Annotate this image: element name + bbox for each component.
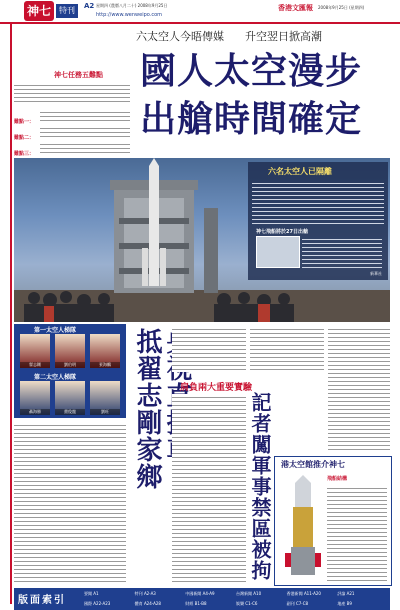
left-intro-text [14,82,130,104]
portrait-name: 翟志剛 [20,362,50,368]
portrait-name: 聶海勝 [20,409,50,415]
index-entry[interactable]: 要聞 A1 [84,591,99,596]
portrait [20,381,50,415]
header-bar [0,0,400,24]
index-grid [84,589,388,609]
vertical-title-2: 記者闖軍事禁區被拘 [248,392,272,581]
photo-caption-title: 六名太空人已隔離 [268,167,332,176]
kicker-a: 六太空人今晤傳媒 [136,30,224,43]
masthead: 香港文匯報 [278,4,313,12]
index-entry[interactable]: 地產 B9 [337,601,352,606]
hk-museum-box [274,456,392,586]
index-entry[interactable]: 評論 A21 [337,591,355,596]
story-subhead-1: 肩負兩大重要實驗 [180,383,253,393]
index-bar [14,588,390,610]
inset-title: 神七飛船將於27日出艙 [256,229,308,235]
index-entry[interactable]: 娛樂 C1-C6 [236,601,258,606]
team1-title: 第一太空人梯隊 [34,327,77,334]
portrait-name: 費俊龍 [55,409,85,415]
spacecraft-illustration [283,473,323,581]
left-border [10,24,12,604]
index-entry[interactable]: 體育 A24-A28 [134,601,161,606]
index-entry[interactable]: 特刊 A2-A3 [134,591,156,596]
headline-line1: 國人太空漫步 [140,50,363,92]
index-title: 版面索引 [18,595,66,606]
index-entry[interactable]: 香港新聞 A11-A20 [286,591,321,596]
index-entry[interactable]: 國際 A22-A23 [84,601,111,606]
list-item: 難點二： [14,124,130,140]
inset-image [256,236,300,268]
index-entry[interactable]: 財經 B1-B8 [185,601,207,606]
team-panel [14,324,126,418]
vertical-title-1: 抵翟志剛家鄉 [132,328,162,490]
kicker-b: 升空翌日掀高潮 [245,30,322,43]
left-box-title: 神七任務五難點 [54,71,103,79]
team2-portraits [20,381,120,415]
portrait-name: 劉伯明 [55,362,85,368]
index-entry[interactable]: 台灣新聞 A10 [236,591,262,596]
portrait [90,381,120,415]
photo-caption-text [252,180,384,224]
portrait-name: 劉旺 [90,409,120,415]
portrait [55,334,85,368]
main-photo [14,158,390,322]
middle-text-a [172,326,246,372]
page-number: A2 [84,2,95,10]
portrait [90,334,120,368]
date-right: 2008年9月25日 (星期四) [318,5,365,10]
portrait-name: 景海鵬 [90,362,120,368]
team1-portraits [20,334,120,368]
logo-badge: 神七 [24,1,54,21]
date-left: 星期四 (農曆八月二十) 2008年9月25日 [96,3,168,8]
spacecraft-label: 飛船結構 [327,476,348,482]
middle-text-b [250,326,324,372]
list-item: 難點一： [14,108,130,124]
hk-museum-text [327,485,387,581]
kicker [136,28,322,44]
middle-text-c [172,394,246,584]
spacecraft-image [283,473,323,581]
hk-museum-title: 港太空館推介神七 [281,460,345,469]
website-url[interactable]: http://www.wenweipo.com [96,12,163,18]
photo-caption-panel [248,162,388,280]
left-bottom-text [14,422,126,582]
section-badge: 特刊 [56,4,78,18]
portrait [55,381,85,415]
team2-title: 第二太空人梯隊 [34,374,77,381]
list-item: 難點三： [14,140,130,156]
inset-text [302,236,382,268]
index-entry[interactable]: 副刊 C7-C8 [286,601,309,606]
index-entry[interactable]: 中國新聞 A4-A9 [185,591,215,596]
headline-line2: 出艙時間確定 [140,98,363,140]
right-text-a [328,326,390,452]
inset-credit: 新華社 [370,271,382,276]
portrait [20,334,50,368]
